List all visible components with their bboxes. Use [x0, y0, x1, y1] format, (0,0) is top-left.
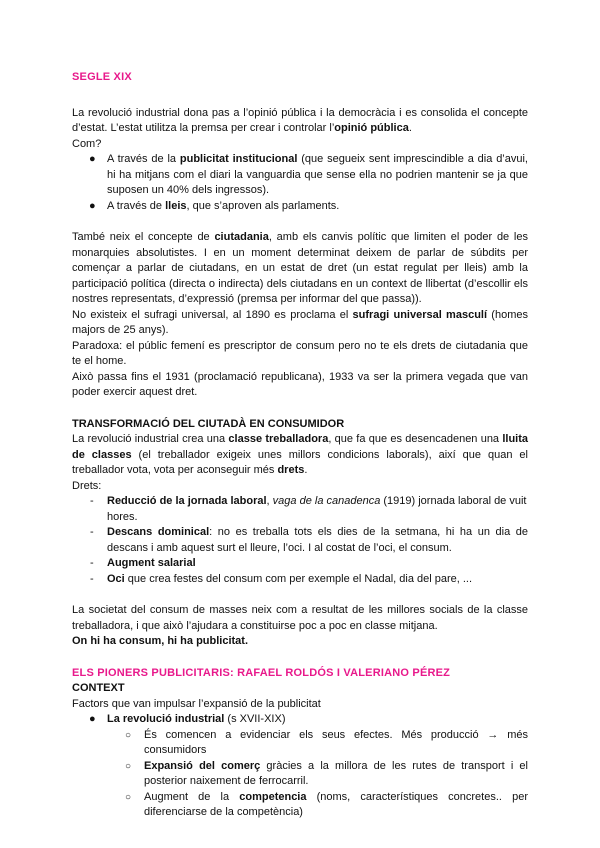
paragraph-classe-treballadora [72, 432, 528, 479]
text: A través de la [107, 153, 180, 165]
list-item [72, 759, 528, 790]
bullet-marker: ● [89, 153, 96, 165]
text: (1919) jornada laboral de vuit hores. [107, 495, 527, 523]
text: També neix el concepte de [72, 231, 215, 243]
list-item [72, 199, 528, 215]
text: , que s’aproven als parlaments. [186, 199, 340, 212]
text: La revolució industrial crea una [72, 433, 229, 445]
list-item [72, 152, 528, 199]
dash-marker: - [90, 495, 94, 507]
section-title-segle-xix: SEGLE XIX [72, 71, 132, 83]
paragraph-paradoxa: Paradoxa: el públic femení es prescriptor de consum pero no te els drets de ciutadania que te el home. [72, 339, 528, 367]
bullet-marker: ● [89, 199, 96, 212]
list-item [72, 494, 528, 525]
dash-list-drets [72, 494, 528, 587]
paragraph-ciutadania [72, 230, 528, 308]
text: És comencen a evidenciar els seus efectes. Més producció → més consumidors [144, 728, 528, 756]
sub-list-factors [72, 728, 528, 821]
circle-marker: ○ [125, 791, 132, 803]
bullet-list-factors [72, 712, 528, 728]
bold-text: Oci [107, 572, 125, 585]
circle-marker: ○ [125, 760, 132, 772]
bold-text: drets [277, 464, 305, 476]
bold-text: lleis [165, 199, 187, 212]
list-item [72, 556, 528, 572]
bold-text: Descans dominical [107, 526, 210, 538]
text: , [266, 495, 273, 507]
text: No existeix el sufragi universal, al 1890 es proclama el [72, 308, 353, 321]
text: que crea festes del consum com per exemple el Nadal, dia del pare, ... [124, 572, 473, 585]
paragraph-factors: Factors que van impulsar l’expansió de la publicitat [72, 697, 321, 710]
text: gràcies a la millora de les rutes de transport i el posterior naixement de ferrocarril. [144, 759, 528, 787]
bold-text: On hi ha consum, hi ha publicitat. [72, 635, 249, 647]
text: (noms, característiques concretes.. per diferenciarse de la competència) [144, 790, 528, 818]
text: A través de [107, 199, 166, 212]
dash-marker: - [90, 526, 94, 538]
paragraph-consum-masses: La societat del consum de masses neix com a resultat de les millores socials de la classe treballadora, i que això l’ajudara a constituirse poc a poc en classe mitjana. [72, 604, 528, 632]
bold-text: publicitat institucional [179, 153, 298, 165]
bold-text: Augment salarial [107, 557, 196, 569]
paragraph-drets: Drets: [72, 479, 102, 492]
paragraph-intro [72, 106, 528, 137]
bold-text: ciutadania [214, 231, 269, 243]
text: (el treballador exigeix unes millors condicions laborals), així que quan el treballador vota, vota per aconseguir més [72, 448, 528, 476]
italic-text: vaga de la canadenca [272, 495, 381, 507]
circle-marker: ○ [125, 729, 132, 741]
bold-text: La revolució industrial [107, 713, 225, 725]
document-page [72, 70, 528, 821]
bold-text: Reducció de la jornada laboral [107, 495, 267, 507]
text: (s XVII-XIX) [224, 713, 286, 725]
dash-marker: - [90, 572, 94, 585]
bold-text: sufragi universal masculí [352, 308, 488, 321]
list-item [72, 712, 528, 728]
paragraph-sufragi [72, 308, 528, 339]
text: . [408, 122, 412, 134]
bullet-list-com [72, 152, 528, 214]
list-item [72, 728, 528, 759]
bold-text: opinió pública [334, 122, 409, 134]
text: : no es treballa tots els dies de la setmana, hi ha un dia de descans i amb aquest surt el lleure, l’oci. I al costat de l’oci, el consum. [107, 526, 529, 554]
list-item [72, 572, 528, 588]
text: Augment de la [144, 790, 240, 803]
bold-text: Expansió del comerç [144, 759, 261, 772]
text: , amb els canvis polític que limiten el poder de les monarquies absolutistes. I en un moment determinat deixem de parlar de súbdits per començar a parlar de ciutadans, en un estat de dret (un estat regulat per lleis) amb la participació política (directa o indirecta) dels ciutadans en un context de llibertat (d’escollir els nostres representats, d’expressió (premsa per informar del que passa)). [72, 231, 528, 305]
bold-text: classe treballadora [228, 433, 329, 445]
list-item [72, 790, 528, 821]
section-title-pioners: ELS PIONERS PUBLICITARIS: RAFAEL ROLDÓS I VALERIANO PÉREZ [72, 666, 451, 679]
bold-text: lluita de classes [72, 433, 529, 461]
section-title-transformacio: TRANSFORMACIÓ DEL CIUTADÀ EN CONSUMIDOR [72, 417, 345, 430]
bullet-marker: ● [89, 713, 96, 725]
bold-text: competencia [239, 790, 307, 803]
text: , que fa que es desencadenen una [328, 433, 503, 445]
text: (que segueix sent imprescindible a dia d’avui, hi ha mitjans com el diari la vanguardia que sense ella no podrien mantenir se ja que suposen un 40% dels ingressos). [107, 153, 528, 196]
paragraph-1931: Això passa fins el 1931 (proclamació republicana), 1933 va ser la primera vegada que van poder exercir aquest dret. [72, 370, 528, 398]
text: . [304, 464, 308, 476]
dash-marker: - [90, 557, 94, 569]
paragraph-com: Com? [72, 137, 102, 150]
paragraph-consum-publicitat [72, 634, 528, 650]
subsection-title-context: CONTEXT [72, 682, 125, 694]
text: (homes majors de 25 anys). [72, 308, 528, 336]
text: La revolució industrial dona pas a l’opinió pública i la democràcia i es consolida el concepte d’estat. L’estat utilitza la premsa per crear i controlar l’ [72, 106, 528, 134]
list-item [72, 525, 528, 556]
